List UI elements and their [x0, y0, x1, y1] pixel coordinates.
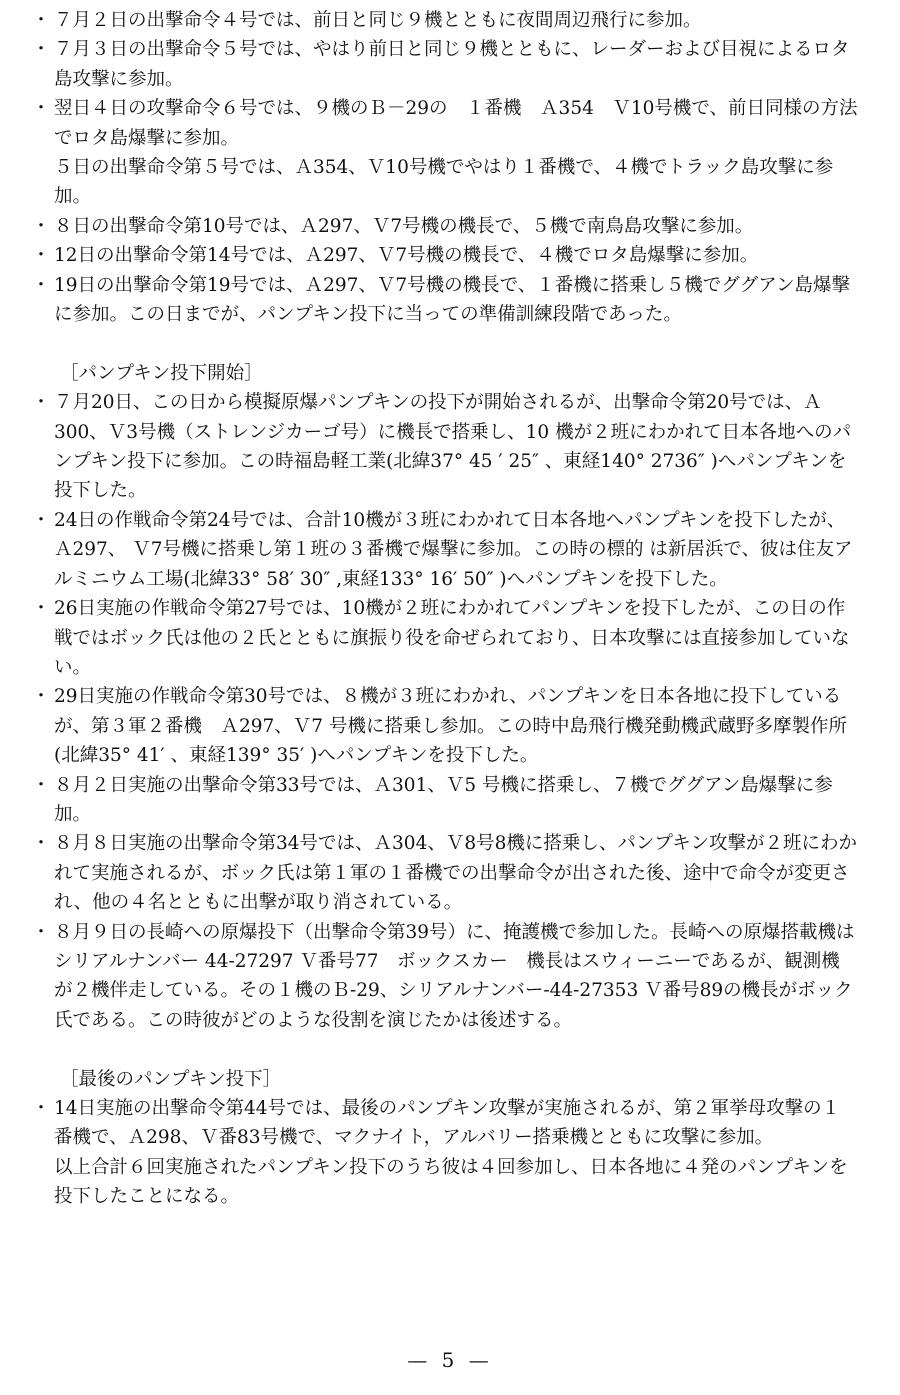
- list-item: ・ 19日の出撃命令第19号では、Ａ297、Ｖ7号機の機長で、１番機に搭乗し５機でググアン島爆撃に参加。この日までが、パンプキン投下に当っての準備訓練段階であった。: [28, 271, 858, 330]
- section-pumpkin-start: [28, 359, 858, 1035]
- section-heading: ［パンプキン投下開始］: [60, 362, 263, 384]
- list-item: ・ ８月８日実施の出撃命令第34号では、Ａ304、Ｖ8号8機に搭乗し、パンプキン攻撃が２班にわかれて実施されるが、ボック氏は第１軍の１番機での出撃命令が出された後、途中で命令が変更され、他の４名とともに出撃が取り消されている。: [28, 829, 858, 917]
- list-item: ・ ８日の出撃命令第10号では、Ａ297、Ｖ7号機の機長で、５機で南鳥島攻撃に参加。: [28, 212, 858, 241]
- section-preparation: [28, 6, 858, 329]
- document-page: [28, 6, 858, 1212]
- closing-paragraph: 以上合計６回実施されたパンプキン投下のうち彼は４回参加し、日本各地に４発のパンプキンを投下したことになる。: [54, 1156, 848, 1208]
- section-last-pumpkin: [28, 1065, 858, 1212]
- list-item: ・ 24日の作戦命令第24号では、合計10機が３班にわかれて日本各地へパンプキンを投下したが、Ａ297、 Ｖ7号機に搭乗し第１班の３番機で爆撃に参加。この時の標的 は新居浜で、彼は住友アルミニウム工場(北緯33° 58′ 30″ ,東経133° 16′ 50″ )へパンプキンを投下した。: [28, 506, 858, 594]
- list-item: ・ ８月２日実施の出撃命令第33号では、Ａ301、Ｖ5 号機に搭乗し、７機でググアン島爆撃に参加。: [28, 771, 858, 830]
- list-item: ・ ７月３日の出撃命令５号では、やはり前日と同じ９機とともに、レーダーおよび目視によるロタ島攻撃に参加。: [28, 35, 858, 94]
- list-item: ・ 翌日４日の攻撃命令６号では、９機のＢ－29の １番機 Ａ354 Ｖ10号機で、前日同様の方法でロタ島爆撃に参加。: [28, 94, 858, 153]
- continuation-paragraph: ５日の出撃命令第５号では、Ａ354、Ｖ10号機でやはり１番機で、４機でトラック島攻撃に参加。: [54, 157, 834, 208]
- list-item: ・ 26日実施の作戦命令第27号では、10機が２班にわかれてパンプキンを投下したが、この日の作戦ではボック氏は他の２氏とともに旗振り役を命ぜられており、日本攻撃には直接参加していない。: [28, 594, 858, 682]
- page-number: — 5 —: [407, 1348, 493, 1372]
- list-item: ・ 29日実施の作戦命令第30号では、８機が３班にわかれ、パンプキンを日本各地に投下しているが、第３軍２番機 Ａ297、Ｖ7 号機に搭乗し参加。この時中島飛行機発動機武蔵野多摩製作所(北緯35° 41′ 、東経139° 35′ )へパンプキンを投下した。: [28, 682, 858, 770]
- list-item: ・ 14日実施の出撃命令第44号では、最後のパンプキン攻撃が実施されるが、第２軍挙母攻撃の１番機で、Ａ298、Ｖ番83号機で、マクナイト，アルバリー搭乗機とともに攻撃に参加。: [28, 1094, 858, 1153]
- list-item: ・ ８月９日の長崎への原爆投下（出撃命令第39号）に、掩護機で参加した。長崎への原爆搭載機はシリアルナンバー 44-27297 Ｖ番号77 ボックスカー 機長はスウィーニーであるが、観測機が２機伴走している。その１機のＢ-29、シリアルナンバー-44-27353 Ｖ番号89の機長がボック氏である。この時彼がどのような役割を演じたかは後述する。: [28, 918, 858, 1036]
- section-heading: ［最後のパンプキン投下］: [60, 1068, 282, 1090]
- list-item: ・ ７月２日の出撃命令４号では、前日と同じ９機とともに夜間周辺飛行に参加。: [28, 6, 858, 35]
- list-item: ・ 12日の出撃命令第14号では、Ａ297、Ｖ7号機の機長で、４機でロタ島爆撃に参加。: [28, 241, 858, 270]
- list-item: ・ ７月20日、この日から模擬原爆パンプキンの投下が開始されるが、出撃命令第20号では、Ａ300、Ｖ3号機（ストレンジカーゴ号）に機長で搭乗し、10 機が２班にわかれて日本各地へのパ ンプキン投下に参加。この時福島軽工業(北緯37° 45 ′ 25″ 、東経140° 2736″ )へパンプキンを投下した。: [28, 388, 858, 506]
